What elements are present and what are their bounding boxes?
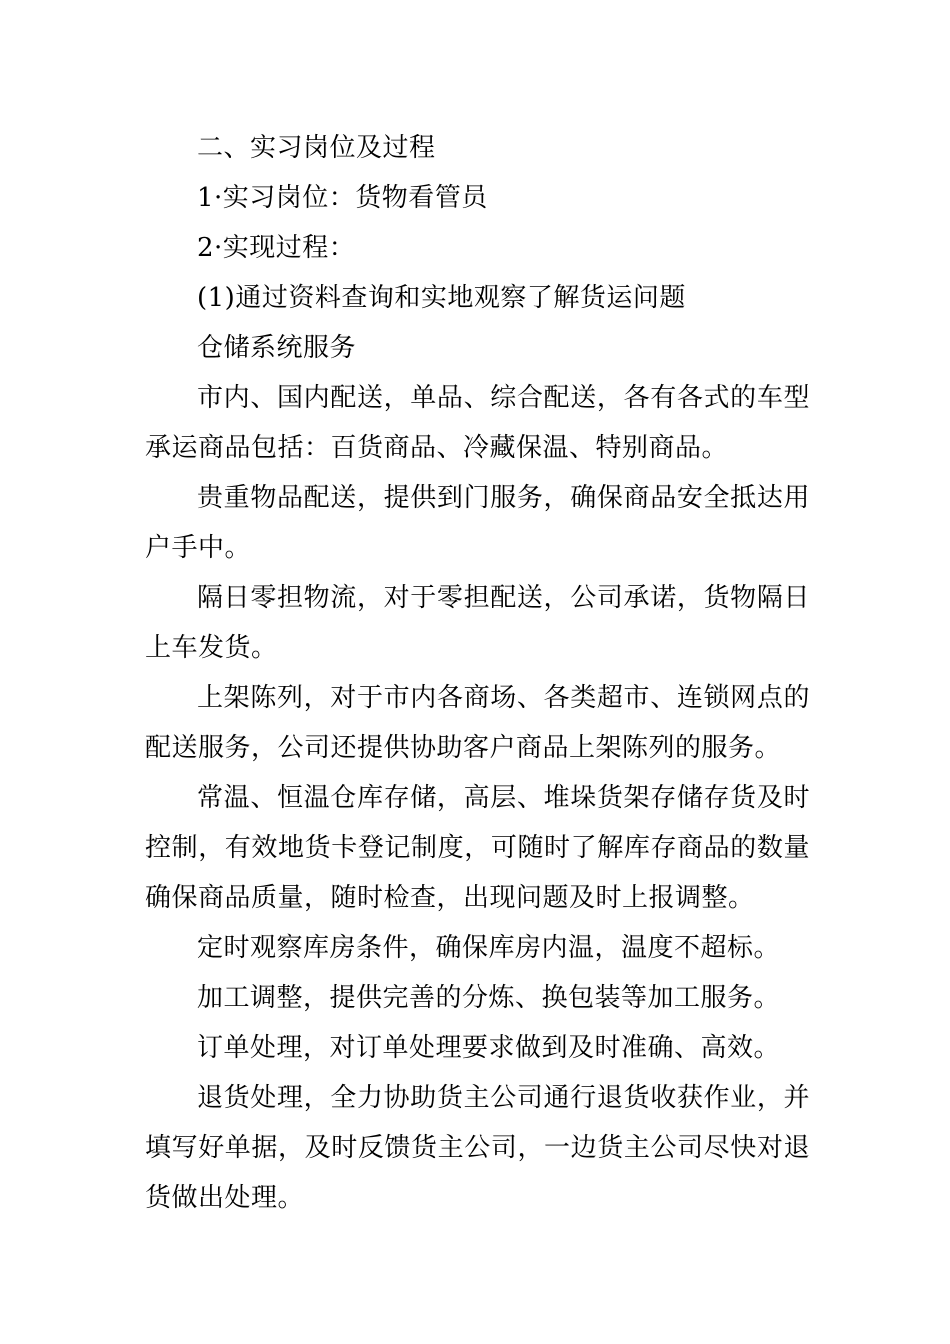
paragraph-ltl-logistics: 隔日零担物流，对于零担配送，公司承诺，货物隔日上车发货。 [145, 583, 810, 663]
document-body [145, 123, 810, 1223]
paragraph-position: 1·实习岗位：货物看管员 [197, 183, 488, 213]
section-heading: 二、实习岗位及过程 [197, 133, 436, 163]
paragraph-storage: 常温、恒温仓库存储，高层、堆垛货架存储存货及时控制，有效地货卡登记制度，可随时了解库存商品的数量确保商品质量，随时检查，出现问题及时上报调整。 [145, 783, 810, 913]
paragraph-warehouse-service: 仓储系统服务 [197, 333, 357, 363]
paragraph-processing: 加工调整，提供完善的分炼、换包装等加工服务。 [197, 983, 781, 1013]
paragraph-item-1: (1)通过资料查询和实地观察了解货运问题 [197, 283, 686, 313]
paragraph-valuables: 贵重物品配送，提供到门服务，确保商品安全抵达用户手中。 [145, 483, 810, 563]
paragraph-orders: 订单处理，对订单处理要求做到及时准确、高效。 [197, 1033, 781, 1063]
paragraph-delivery: 市内、国内配送，单品、综合配送，各有各式的车型承运商品包括：百货商品、冷藏保温、特别商品。 [145, 383, 810, 463]
paragraph-shelving: 上架陈列，对于市内各商场、各类超市、连锁网点的配送服务，公司还提供协助客户商品上架陈列的服务。 [145, 683, 810, 763]
paragraph-inspection: 定时观察库房条件，确保库房内温，温度不超标。 [197, 933, 781, 963]
paragraph-process-label: 2·实现过程： [197, 233, 356, 263]
paragraph-returns: 退货处理，全力协助货主公司通行退货收获作业，并填写好单据，及时反馈货主公司，一边货主公司尽快对退货做出处理。 [145, 1083, 810, 1213]
